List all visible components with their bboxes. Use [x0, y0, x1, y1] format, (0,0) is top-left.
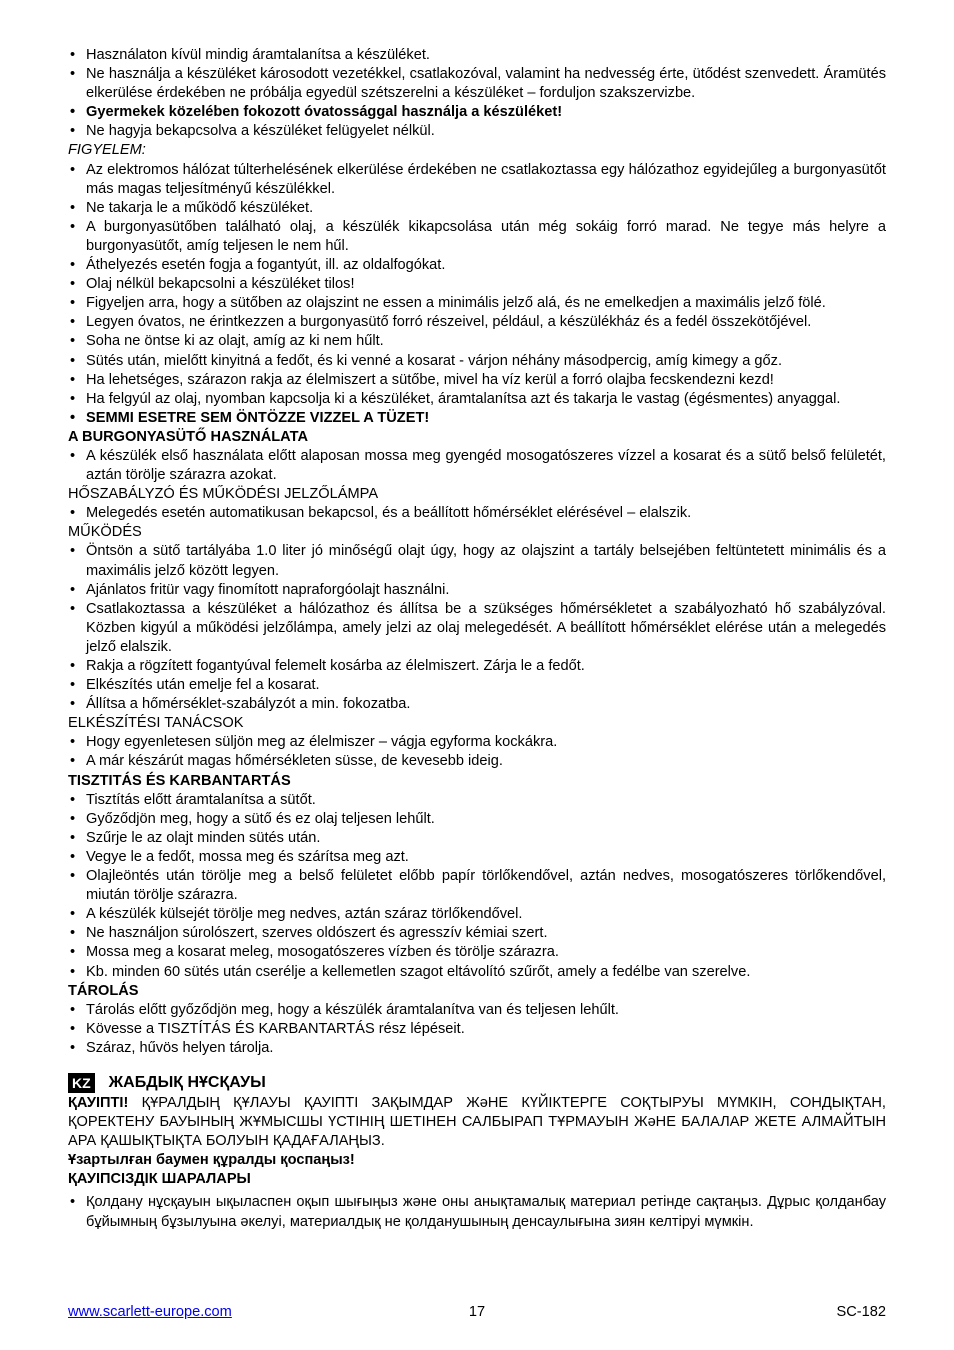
heading-tips: ELKÉSZÍTÉSI TANÁCSOK [68, 715, 244, 732]
list-item: • Vegye le a fedőt, mossa meg és szárítsa meg azt. [68, 848, 886, 867]
list-item: • Legyen óvatos, ne érintkezzen a burgonyasütő forró részeivel, például, a készülékház és a fedél összekötőjével. [68, 313, 886, 332]
document-body [68, 46, 886, 1232]
list-item: • Mossa meg a kosarat meleg, mosogatószeres vízben és törölje szárazra. [68, 943, 886, 962]
list-item: • Ha lehetséges, szárazon rakja az élelmiszert a sütőbe, mivel ha víz kerül a forró olajba fecskendezni kezd! [68, 371, 886, 390]
list-item: • Ne használja a készüléket károsodott vezetékkel, csatlakozóval, valamint ha nedvesség érte, ütődést szenvedett. Áramütés elkerülése érdekében ne próbálja egyedül szétszerelni a készüléket – forduljon szakszervizbe. [68, 65, 886, 103]
kz-title-text: ЖАБДЫҚ НҰСҚАУЫ [108, 1074, 266, 1092]
kz-warning-label: ҚАУІПТІ! [68, 1094, 129, 1111]
heading-thermostat: HŐSZABÁLYZÓ ÉS MŰKÖDÉSI JELZŐLÁMPA [68, 486, 379, 503]
list-item: • Olajleöntés után törölje meg a belső felületet előbb papír törlőkendővel, aztán nedves, mosogatószeres törlőkendővel, miután törölje szárazra. [68, 867, 886, 905]
list-item: • Tisztítás előtt áramtalanítsa a sütőt. [68, 791, 886, 810]
kz-bold-line: Ұзартылған баумен құралды қоспаңыз! [68, 1152, 355, 1169]
list-item: • Ajánlatos fritür vagy finomított napraforgóolajt használni. [68, 581, 886, 600]
page-number: 17 [468, 1304, 486, 1320]
list-item: • Қолдану нұсқауын ықыласпен оқып шығыңыз және оны анықтамалық материал ретінде сақтаңыз. Дұрыс қолданбау бұйымның бұзылуына әкелуі, материалдық не қолданушының денсаулығына зиян келтіруі мүмкін. [68, 1193, 886, 1231]
list-operation [68, 542, 886, 714]
list-item: • A már készárút magas hőmérsékleten süsse, de kevesebb ideig. [68, 752, 886, 771]
heading-storage: TÁROLÁS [68, 982, 139, 999]
model-number: SC-182 [836, 1304, 886, 1320]
list-item: • Győződjön meg, hogy a sütő és ez olaj teljesen lehűlt. [68, 810, 886, 829]
kz-heading-safety: ҚАУІПСІЗДІК ШАРАЛАРЫ [68, 1171, 251, 1188]
list-general [68, 46, 886, 141]
list-item-bold: • SEMMI ESETRE SEM ÖNTÖZZE VIZZEL A TÜZET! [68, 409, 886, 428]
list-cleaning [68, 791, 886, 982]
list-item: • Ha felgyúl az olaj, nyomban kapcsolja ki a készüléket, áramtalanítsa azt és takarja le vastag (égésmentes) anyaggal. [68, 390, 886, 409]
list-item: • Hogy egyenletesen süljön meg az élelmiszer – vágja egyforma kockákra. [68, 733, 886, 752]
list-item: • Kb. minden 60 sütés után cserélje a kellemetlen szagot eltávolító szűrőt, amely a fedélbe van szerelve. [68, 963, 886, 982]
section-label-figyelem: FIGYELEM: [68, 142, 146, 159]
list-tips [68, 733, 886, 771]
language-badge-kz: KZ [68, 1073, 95, 1093]
list-item: • Elkészítés után emelje fel a kosarat. [68, 676, 886, 695]
list-item: • Öntsön a sütő tartályába 1.0 liter jó minőségű olajt úgy, hogy az olajszint a tartály belsejében feltüntetett minimális és a maximális jelző között legyen. [68, 542, 886, 580]
list-item: • Ne használjon súrolószert, szerves oldószert és agresszív kémiai szert. [68, 924, 886, 943]
list-item: • Ne takarja le a működő készüléket. [68, 199, 886, 218]
footer-website-link[interactable]: www.scarlett-europe.com [68, 1304, 232, 1320]
list-item: • Csatlakoztassa a készüléket a hálózathoz és állítsa be a szükséges hőmérsékletet a szabályozható hő szabályzóval. Közben kigyúl a működési jelzőlámpa, amely jelzi az olaj melegedését. A beállított hőmérséklet elérése után a melegedés jelző elalszik. [68, 600, 886, 657]
list-item: • Olaj nélkül bekapcsolni a készüléket tilos! [68, 275, 886, 294]
heading-operation: MŰKÖDÉS [68, 524, 142, 541]
list-item: • Kövesse a TISZTÍTÁS ÉS KARBANTARTÁS rész lépéseit. [68, 1020, 886, 1039]
list-item: • Sütés után, mielőtt kinyitná a fedőt, és ki venné a kosarat - várjon néhány másodpercig, amíg kimegy a gőz. [68, 352, 886, 371]
kz-list-safety [68, 1193, 886, 1231]
list-item: • Áthelyezés esetén fogja a fogantyút, ill. az oldalfogókat. [68, 256, 886, 275]
list-usage [68, 447, 886, 485]
list-warnings [68, 161, 886, 428]
list-item: • Tárolás előtt győződjön meg, hogy a készülék áramtalanítva van és teljesen lehűlt. [68, 1001, 886, 1020]
list-item: • Használaton kívül mindig áramtalanítsa a készüléket. [68, 46, 886, 65]
list-item: • A készülék első használata előtt alaposan mossa meg gyengéd mosogatószeres vízzel a kosarat és a sütő belső felületét, aztán törölje szárazra azokat. [68, 447, 886, 485]
heading-usage: A BURGONYASÜTŐ HASZNÁLATA [68, 428, 308, 445]
kz-warning-text: ҚҰРАЛДЫҢ ҚҰЛАУЫ ҚАУІПТІ ЗАҚЫМДАР ЖәНЕ КҮЙІКТЕРГЕ СОҚТЫРУЫ МҮМКІН, СОНДЫҚТАН, ҚОРЕКТЕНУ БАУЫНЫҢ ЖҰМЫСШЫ ҮСТІНІҢ ШЕТІНЕН САЛБЫРАП ТҰРМАУЫН ЖәНЕ БАЛАЛАР ЖЕТЕ АЛМАЙТЫН АРА ҚАШЫҚТЫҚТА БОЛУЫН ҚАДАҒАЛАҢЫЗ. [68, 1094, 886, 1150]
heading-cleaning: TISZTITÁS ÉS KARBANTARTÁS [68, 772, 291, 789]
list-item: • Soha ne öntse ki az olajt, amíg az ki nem hűlt. [68, 332, 886, 351]
list-thermostat [68, 504, 886, 523]
list-item: • Melegedés esetén automatikusan bekapcsol, és a beállított hőmérséklet elérésével – elalszik. [68, 504, 886, 523]
list-item: • A készülék külsejét törölje meg nedves, aztán száraz törlőkendővel. [68, 905, 886, 924]
list-item: • Figyeljen arra, hogy a sütőben az olajszint ne essen a minimális jelző alá, és ne emelkedjen a maximális jelző fölé. [68, 294, 886, 313]
list-item: • Szűrje le az olajt minden sütés után. [68, 829, 886, 848]
list-item: • Rakja a rögzített fogantyúval felemelt kosárba az élelmiszert. Zárja le a fedőt. [68, 657, 886, 676]
list-item: • A burgonyasütőben található olaj, a készülék kikapcsolása után még sokáig forró marad. Ne tegye más helyre a burgonyasütőt, amíg teljesen le nem hűl. [68, 218, 886, 256]
list-storage [68, 1001, 886, 1058]
kz-warning-paragraph [68, 1094, 886, 1151]
list-item: • Állítsa a hőmérséklet-szabályzót a min. fokozatba. [68, 695, 886, 714]
list-item: • Az elektromos hálózat túlterhelésének elkerülése érdekében ne csatlakoztassa egy hálózathoz egyidejűleg a burgonyasütőt más magas teljesítményű készülékkel. [68, 161, 886, 199]
list-item: • Száraz, hűvös helyen tárolja. [68, 1039, 886, 1058]
list-item: • Ne hagyja bekapcsolva a készüléket felügyelet nélkül. [68, 122, 886, 141]
page-footer [68, 1303, 886, 1323]
kz-section-title [68, 1072, 886, 1094]
list-item-bold: • Gyermekek közelében fokozott óvatossággal használja a készüléket! [68, 103, 886, 122]
